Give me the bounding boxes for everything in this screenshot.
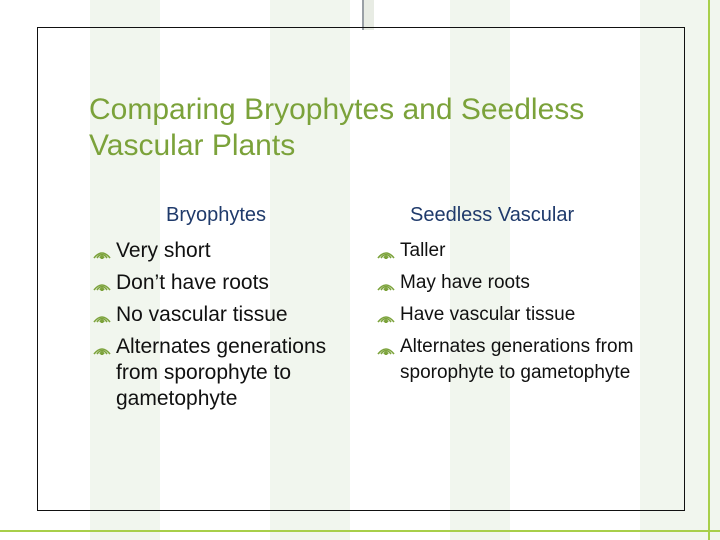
- wifi-arc-icon: [376, 277, 396, 291]
- list-item-text: No vascular tissue: [116, 303, 288, 326]
- column-heading-bryophytes: Bryophytes: [166, 204, 267, 226]
- accent-line: [708, 0, 710, 540]
- list-item-text: Taller: [400, 240, 446, 261]
- wifi-arc-icon: [92, 245, 112, 259]
- list-item: [92, 302, 332, 328]
- wifi-arc-icon: [376, 309, 396, 323]
- slide-title: Comparing Bryophytes and Seedless Vascular Plants: [89, 93, 585, 162]
- seedless-vascular-list: [376, 238, 636, 392]
- list-item: [376, 270, 636, 296]
- list-item: [92, 238, 332, 264]
- list-item-text: Alternates generations from sporophyte to gametophyte: [400, 336, 634, 383]
- wifi-arc-icon: [376, 245, 396, 259]
- accent-line: [364, 0, 374, 30]
- list-item-text: Have vascular tissue: [400, 304, 576, 325]
- list-item: [92, 334, 332, 412]
- list-item-text: May have roots: [400, 272, 530, 293]
- list-item: [376, 238, 636, 264]
- list-item: [376, 302, 636, 328]
- column-heading-seedless-vascular: Seedless Vascular: [410, 204, 575, 226]
- wifi-arc-icon: [376, 341, 396, 355]
- list-item: [376, 334, 636, 386]
- list-item-text: Alternates generations from sporophyte to gametophyte: [116, 335, 327, 410]
- accent-line: [0, 530, 720, 532]
- list-item-text: Very short: [116, 239, 211, 262]
- list-item-text: Don’t have roots: [116, 271, 269, 294]
- wifi-arc-icon: [92, 277, 112, 291]
- list-item: [92, 270, 332, 296]
- bryophytes-list: [92, 238, 332, 418]
- wifi-arc-icon: [92, 341, 112, 355]
- wifi-arc-icon: [92, 309, 112, 323]
